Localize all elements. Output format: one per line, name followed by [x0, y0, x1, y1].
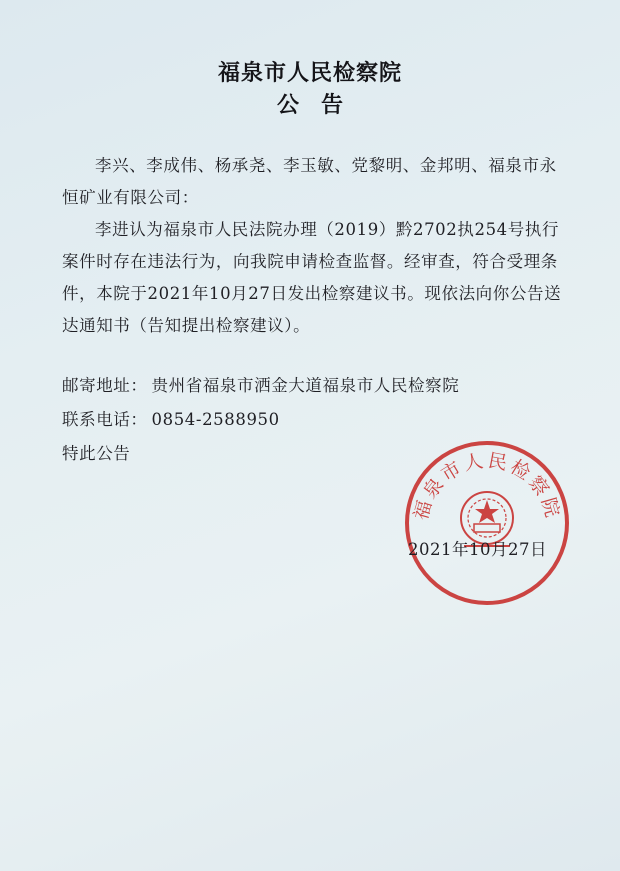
body-paragraph: 李进认为福泉市人民法院办理（2019）黔2702执254号执行案件时存在违法行为，向我院申请检查监督。经审查，符合受理条件，本院于2021年10月27日发出检察建议书。现依法向你公告送达通知书（告知提出检察建议）。: [62, 220, 562, 335]
mailing-address: [62, 372, 459, 396]
issuing-organization: 福泉市人民检察院: [217, 60, 402, 86]
seal-text: 福泉市人民检察院: [409, 449, 565, 523]
document-title: 公告: [276, 92, 365, 118]
official-seal-icon: [402, 438, 572, 608]
document-date: 2021年10月27日: [408, 540, 547, 559]
address-label: 邮寄地址：: [62, 376, 148, 395]
phone-label: 联系电话：: [62, 410, 148, 429]
closing-text: 特此公告: [62, 444, 131, 463]
phone-value: 0854-2588950: [151, 410, 280, 429]
contact-phone: [62, 406, 280, 430]
addressee-paragraph: 李兴、李成伟、杨承尧、李玉敏、党黎明、金邦明、福泉市永恒矿业有限公司：: [62, 156, 557, 207]
address-value: 贵州省福泉市洒金大道福泉市人民检察院: [151, 376, 460, 395]
